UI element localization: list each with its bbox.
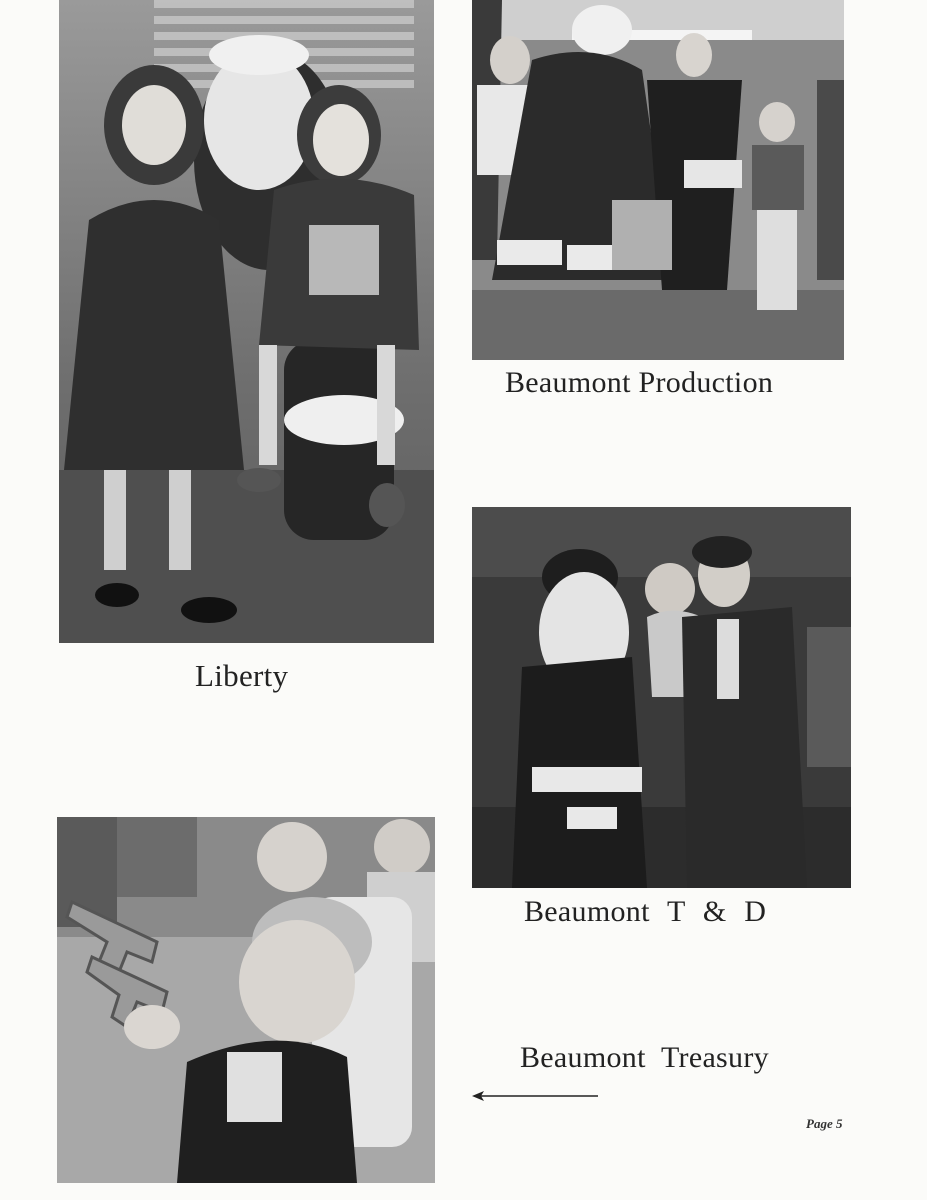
photo-beaumont-treasury <box>57 817 435 1183</box>
photo-liberty <box>59 0 434 643</box>
caption-beaumont-td: Beaumont T & D <box>524 895 767 928</box>
caption-beaumont-production: Beaumont Production <box>505 366 774 399</box>
photo-beaumont-td <box>472 507 851 888</box>
left-arrow-icon <box>470 1088 600 1104</box>
caption-beaumont-treasury: Beaumont Treasury <box>520 1041 769 1074</box>
photo-beaumont-production <box>472 0 844 360</box>
page-number: Page 5 <box>806 1116 843 1131</box>
caption-liberty: Liberty <box>195 658 289 693</box>
